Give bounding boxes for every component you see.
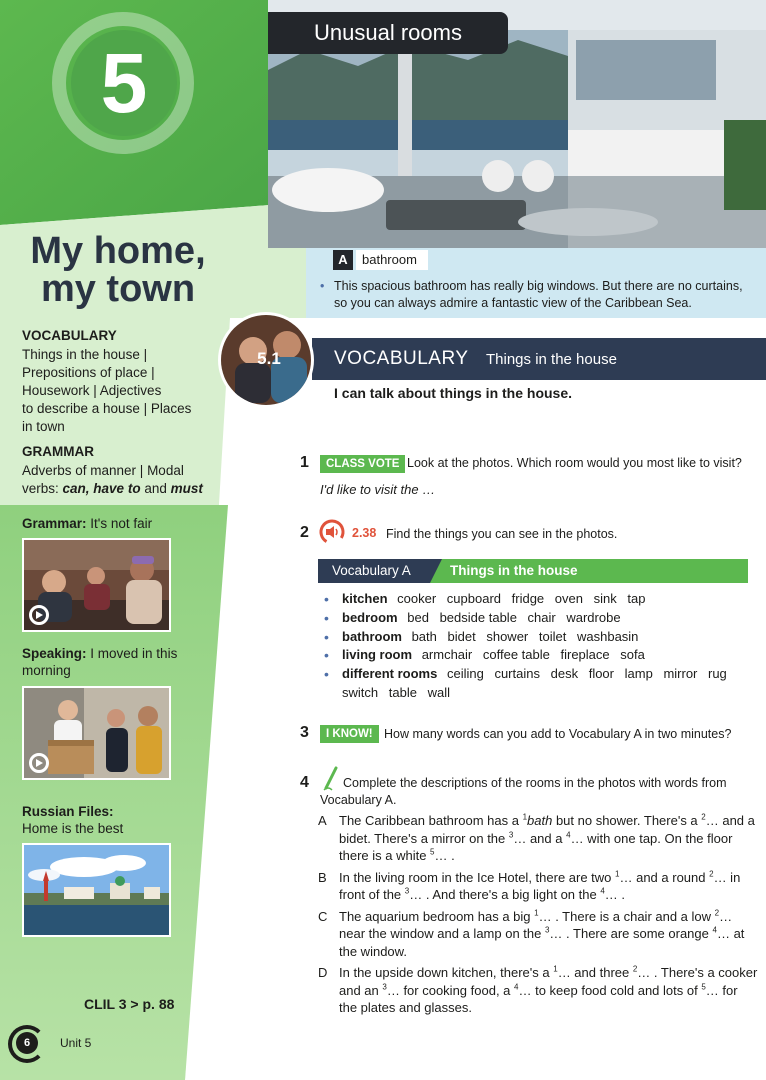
- unit-number: 5: [100, 36, 148, 130]
- exercise-4-intro: Complete the descriptions of the rooms in the photos with words from Vocabulary A.: [320, 776, 727, 807]
- speaking-video-label: [22, 645, 177, 679]
- vocab-row-bathroom: [318, 628, 748, 647]
- vocab-word: tap: [627, 591, 646, 606]
- vocab-word: desk: [550, 666, 579, 682]
- vocabulary-topic-line: Housework | Adjectives: [22, 383, 162, 398]
- vocab-row-head: different rooms: [342, 666, 438, 682]
- russian-files-kind: Russian Files:: [22, 804, 114, 819]
- vocabulary-topics: [22, 346, 222, 436]
- grammar-can: can,: [62, 481, 90, 496]
- section-number: 5.1: [257, 349, 281, 368]
- exercise-3-text: How many words can you add to Vocabulary A in two minutes?: [384, 727, 732, 741]
- vocab-word: floor: [588, 666, 614, 682]
- exercise-1-text: Look at the photos. Which room would you most like to visit?: [407, 456, 742, 470]
- vocab-row-kitchen: [318, 590, 748, 609]
- vocab-word: mirror: [663, 666, 698, 682]
- caption-text: • This spacious bathroom has really big windows. But there are no curtains, so you can always admire a fantastic view of the Caribbean Sea.: [320, 278, 750, 312]
- vocab-word: cupboard: [446, 591, 502, 606]
- audio-track-number: 2.38: [352, 526, 377, 540]
- hero-title: Unusual rooms: [314, 20, 462, 45]
- vocab-word: sink: [593, 591, 617, 606]
- exercise-4-item-letter: B: [318, 869, 327, 885]
- vocab-word: bed: [407, 609, 429, 625]
- grammar-prefix: verbs:: [22, 481, 63, 496]
- russian-files-thumbnail[interactable]: [22, 843, 171, 937]
- exercise-4-item: [318, 964, 758, 1017]
- grammar-video-kind: Grammar:: [22, 516, 87, 531]
- caption-letter: A: [333, 250, 353, 270]
- vocab-word: shower: [486, 628, 529, 644]
- vocab-word: bidet: [447, 628, 476, 644]
- vocab-box-label: Vocabulary A: [332, 563, 411, 578]
- unit-title: [0, 232, 236, 308]
- vocab-word: curtains: [494, 666, 540, 682]
- speaking-video-thumbnail[interactable]: [22, 686, 171, 780]
- vocabulary-topic-line: Prepositions of place |: [22, 365, 155, 380]
- grammar-and: and: [144, 481, 167, 496]
- exercise-1-number: 1: [300, 454, 309, 471]
- vocab-box-topic: Things in the house: [450, 563, 578, 578]
- clil-reference[interactable]: CLIL 3 > p. 88: [84, 996, 175, 1012]
- vocab-word: bath: [411, 628, 437, 644]
- grammar-must: must: [170, 481, 203, 496]
- vocabulary-heading: VOCABULARY: [22, 328, 117, 343]
- kazan-kremlin-image: [24, 845, 171, 937]
- exercise-2-number: 2: [300, 524, 309, 541]
- speaking-video-kind: Speaking:: [22, 646, 87, 661]
- vocab-row-bedroom: [318, 609, 748, 628]
- vocab-word: wall: [427, 684, 450, 700]
- unit-title-line2: my town: [40, 268, 196, 310]
- grammar-topics: [22, 462, 232, 498]
- exercise-4-item-text: The Caribbean bathroom has a $^1$bath but no shower. There's a $^2$… and a bidet. There's a mirror on the $^3$… and a $^4$… with one tap. On the floor there is a white $^5$… .: [339, 812, 755, 863]
- grammar-video-title: It's not fair: [90, 516, 153, 531]
- vocab-row-head: living room: [342, 647, 413, 663]
- section-subtitle: Things in the house: [486, 351, 617, 368]
- vocab-word: sofa: [620, 647, 645, 663]
- russian-files-title: Home is the best: [22, 821, 124, 836]
- exercise-4-item-letter: D: [318, 965, 328, 980]
- vocab-word: bedside table: [439, 609, 517, 625]
- exercise-4-item: [318, 869, 758, 904]
- speaking-video-title: I moved in this: [90, 646, 178, 661]
- vocab-word: washbasin: [576, 628, 639, 644]
- vocab-row-head: bedroom: [342, 609, 398, 625]
- vocab-word: armchair: [421, 647, 473, 663]
- audio-icon[interactable]: [318, 518, 346, 546]
- vocab-word: lamp: [624, 666, 653, 682]
- i-know-tag: I KNOW!: [320, 725, 379, 743]
- exercise-4-number: 4: [300, 774, 309, 791]
- grammar-topic-line2: [22, 480, 232, 498]
- play-icon[interactable]: [29, 605, 49, 625]
- exercise-4-item-text: The aquarium bedroom has a big $^1$… . There is a chair and a low $^2$… near the window and a lamp on the $^3$… . There are some orange $^4$… at the window.: [339, 908, 745, 959]
- exercise-4-items: [318, 812, 758, 1021]
- exercise-2-text: Find the things you can see in the photos.: [386, 527, 618, 541]
- vocab-word: coffee table: [482, 647, 550, 663]
- class-vote-tag: CLASS VOTE: [320, 455, 405, 473]
- vocab-word: switch: [342, 684, 379, 700]
- section-title: VOCABULARY: [334, 348, 469, 369]
- vocab-word: rug: [708, 666, 727, 682]
- vocab-list: [318, 590, 748, 703]
- exercise-4-item: [318, 908, 758, 961]
- vocab-word: wardrobe: [566, 609, 621, 625]
- footer-unit: Unit 5: [60, 1036, 92, 1050]
- vocabulary-topic-line: in town: [22, 419, 65, 434]
- unit-title-line1: My home,: [30, 230, 206, 272]
- vocab-word: cooker: [397, 591, 437, 606]
- vocab-word: table: [388, 684, 417, 700]
- russian-files-label: [22, 803, 123, 837]
- vocabulary-topic-line: Things in the house |: [22, 347, 148, 362]
- page-number: 6: [16, 1032, 38, 1054]
- speaking-video-title-line2: morning: [22, 663, 71, 678]
- grammar-topic-line: Adverbs of manner | Modal: [22, 463, 184, 478]
- vocab-word: oven: [554, 591, 583, 606]
- play-icon[interactable]: [29, 753, 49, 773]
- grammar-video-label: [22, 515, 152, 532]
- grammar-heading: GRAMMAR: [22, 444, 94, 459]
- exercise-4-item-text: In the upside down kitchen, there's a $^1$… and three $^2$… . There's a cooker and an $^3$… for cooking food, a $^4$… to keep food cold and lots of $^5$… for the plates and glasses.: [339, 964, 758, 1015]
- vocab-row-head: bathroom: [342, 628, 402, 644]
- exercise-4-item: [318, 812, 758, 865]
- can-do-statement: I can talk about things in the house.: [334, 385, 573, 401]
- exercise-4-item-letter: C: [318, 908, 328, 924]
- exercise-4-item-text: In the living room in the Ice Hotel, there are two $^1$… and a round $^2$… in front of the $^3$… . And there's a big light on the $^4$… .: [339, 869, 741, 902]
- grammar-video-thumbnail[interactable]: [22, 538, 171, 632]
- vocab-word: fridge: [511, 591, 545, 606]
- exercise-4-item-letter: A: [318, 813, 327, 828]
- vocab-row-living-room: [318, 646, 748, 665]
- exercise-3-number: 3: [300, 724, 309, 741]
- vocab-word: fireplace: [560, 647, 610, 663]
- vocab-word: ceiling: [446, 666, 484, 682]
- caption-label: bathroom: [356, 250, 428, 270]
- vocab-word: chair: [527, 609, 556, 625]
- exercise-1-example: I'd like to visit the …: [320, 482, 436, 497]
- vocab-word: toilet: [538, 628, 567, 644]
- vocab-row-different-rooms: [318, 665, 748, 703]
- grammar-have-to: have to: [93, 481, 141, 496]
- vocab-row-head: kitchen: [342, 591, 388, 606]
- vocabulary-topic-line: to describe a house | Places: [22, 401, 192, 416]
